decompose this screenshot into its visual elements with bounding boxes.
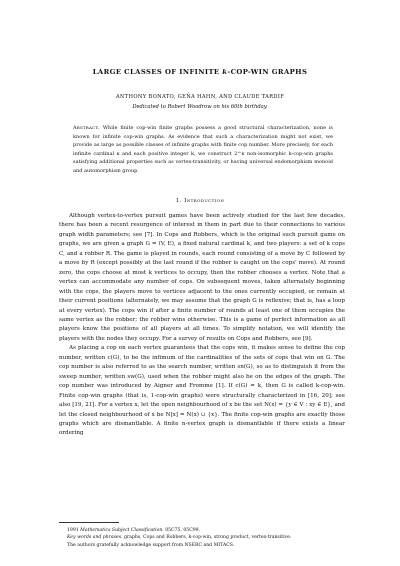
abstract-text: While finite cop-win finite graphs possess a good structural characterization, none is known for infinite cop-win graphs. As evidence that such a characterization might not exist, we provide as large as possible classes of infinite graphs with finite cop number. More precisely, for each infinite cardinal κ and each positive integer k, we construct 2^κ non-isomorphic k-cop-win graphs satisfying additional properties such as vertex-transitivity, or having universal endomorphism monoid and automorphism group. <box>73 125 333 174</box>
footnotes <box>59 527 345 549</box>
footnote-msc-label: Mathematics Subject Classification. <box>80 528 164 533</box>
dedication: Dedicated to Robert Woodrow on his 60th birthday. <box>132 104 268 110</box>
footnote-msc-year: 1991 <box>67 528 81 533</box>
body-text <box>59 212 345 439</box>
authors: ANTHONY BONATO, GEÑA HAHN, AND CLAUDE TARDIF <box>115 94 285 100</box>
footnote-keywords-label: Key words and phrases. <box>67 535 123 541</box>
section-heading: 1. Introduction <box>175 198 225 204</box>
footnote-msc <box>59 527 345 534</box>
abstract-label: Abstract. <box>73 125 100 131</box>
footnote-acknowledgement: The authors gratefully acknowledge support from NSERC and MITACS. <box>67 542 235 548</box>
paragraph: Although vertex-to-vertex pursuit games have been actively studied for the last few decades, there has been a recent resurgence of interest in them in part due to their connections to various graph width parameters; see [7]. In Cops and Robbers, which is the original such pursuit game on graphs, we are given a graph G = (V, E), a fixed natural cardinal k, and two players: a set of k cops C, and a robber R. The game is played in rounds, each round consisting of a move by C followed by a move by R (except possibly at the last round if the robber is caught on the cops' move). At round zero, the cops choose at most k vertices to occupy, then the robber chooses a vertex. Note that a vertex can accommodate any number of cops. On subsequent moves, taken alternately beginning with the cops, the players move to vertices adjacent to the ones currently occupied, or remain at their current positions (alternately, we may assume that the graph G is reflexive; that is, has a loop at every vertex). The cops win if after a finite number of rounds at least one of them occupies the same vertex as the robber; the robber wins otherwise. This is a game of perfect information as all players know the positions of all players at all times. To simplify notation, we will identify the players with the nodes they occupy. For a survey of results on Cops and Robbers, see [9]. <box>59 213 345 342</box>
title-k: k <box>222 68 228 76</box>
footnote-rule <box>59 522 119 523</box>
abstract <box>73 124 333 176</box>
title-suffix: -COP-WIN GRAPHS <box>227 68 308 76</box>
paper-title <box>0 68 400 76</box>
footnote-keywords <box>59 534 345 541</box>
footnote-keywords-text: graphs, Cops and Robbers, k-cop-win, strong product, vertex-transitive. <box>122 535 292 541</box>
footnote-msc-codes: 05C75, 05C99. <box>163 528 201 533</box>
title-prefix: LARGE CLASSES OF INFINITE <box>92 68 223 76</box>
paragraph: As placing a cop on each vertex guarantees that the cops win, it makes sense to define the cop number, written c(G), to be the infimum of the cardinalities of the sets of cops that win on G. The cop number is also referred to as the search number, written sn(G), so as to distinguish it from the sweep number, written sw(G), used when the robber might also be on the edges of the graph. The cop number was introduced by Aigner and Fromme [1]. If c(G) = k, then G is called k-cop-win. Finite cop-win graphs (that is, 1-cop-win graphs) were structurally characterized in [16, 20]; see also [19, 21]. For a vertex x, let the open neighbourhood of x be the set N(x) = {y ∈ V : xy ∈ E}, and let the closed neighbourhood of x be N[x] = N(x) ∪ {x}. The finite cop-win graphs are exactly those graphs which are dismantlable. A finite n-vertex graph is dismantlable if there exists a linear ordering <box>59 345 345 437</box>
